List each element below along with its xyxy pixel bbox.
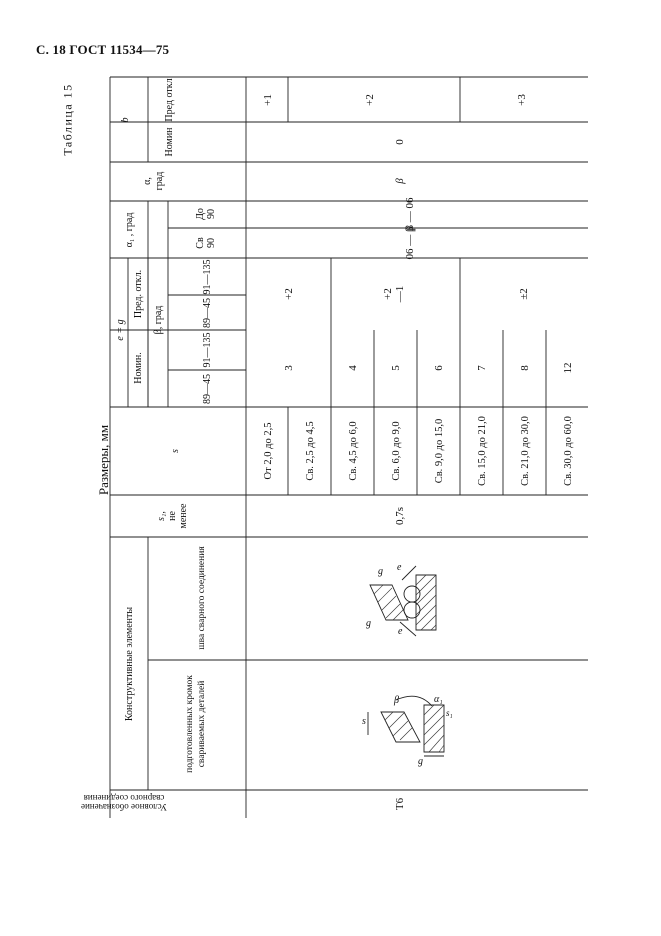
col-uslov1: Условное обозначение — [81, 802, 167, 812]
col-konstr: Конструктивные элементы — [124, 606, 135, 722]
bot-s1: s₁ — [446, 708, 453, 718]
top-g2: g — [366, 618, 371, 629]
prepared-edges-drawing — [362, 694, 453, 767]
b-pred-1: +1 — [262, 94, 274, 106]
col-eg-nomin: Номин. — [133, 352, 144, 384]
col-b-pred: Пред откл — [164, 78, 175, 122]
col-s1-ne: не — [167, 511, 178, 521]
b-pred-3: +3 — [516, 94, 528, 106]
col-alpha1-sv: Св — [195, 237, 206, 249]
s-range-7: Св. 21,0 до 30,0 — [520, 416, 531, 486]
col-alpha1-do: До — [195, 208, 206, 220]
alpha-val: β — [394, 178, 406, 184]
bot-g: g — [418, 756, 423, 767]
eg-nomin-7: 12 — [562, 362, 574, 374]
col-alpha-unit: град — [154, 171, 165, 191]
col-alpha: α, — [142, 177, 153, 185]
weld-joint-drawing — [366, 562, 436, 637]
eg-nomin-6: 8 — [519, 365, 531, 371]
eg-nomin-5: 7 — [476, 365, 488, 371]
eg-nomin-2: 4 — [347, 365, 359, 371]
page-header: С. 18 ГОСТ 11534—75 — [36, 42, 170, 57]
bot-alpha: α₁ — [434, 694, 443, 705]
range-b-top: 89—45 — [202, 298, 213, 328]
eg-nomin-1: 3 — [283, 365, 295, 371]
s1-val: 0,7s — [394, 506, 406, 526]
s-range-2: Св. 2,5 до 4,5 — [305, 421, 316, 481]
col-beta: β, град — [153, 305, 164, 335]
bot-s: s — [362, 716, 366, 727]
s-range-4: Св. 6,0 до 9,0 — [391, 421, 402, 481]
col-uslov2: сварного соединения — [83, 793, 165, 803]
top-e: e — [397, 562, 402, 573]
eg-pred-2-top: +2 — [382, 288, 394, 300]
eg-nomin-3: 5 — [390, 365, 402, 371]
col-eg-pred: Пред. откл. — [133, 269, 144, 319]
alpha1-do-val: β — 06 — [404, 197, 416, 231]
s-range-5: Св. 9,0 до 15,0 — [434, 418, 445, 484]
b-pred-2: +2 — [364, 94, 376, 106]
top-e2: e — [398, 626, 403, 637]
col-b: b — [120, 117, 131, 123]
range-a-bot: 91—135 — [202, 332, 213, 368]
col-s1-menee: менее — [178, 503, 189, 529]
range-a-top: 91—135 — [202, 259, 213, 295]
eg-pred-1: +2 — [283, 288, 295, 300]
bot-beta: β — [394, 695, 399, 706]
dimensions-title: Размеры, мм — [96, 424, 111, 496]
col-alpha1: α₁ , град — [124, 212, 135, 248]
s-range-3: Св. 4,5 до 6,0 — [348, 421, 359, 481]
alpha1-sv-val: 06 — β — [404, 226, 416, 260]
col-podgot2: свариваемых деталей — [197, 680, 207, 768]
col-eg: e = g — [115, 319, 126, 341]
col-s1: s₁, — [156, 511, 167, 521]
col-alpha1-do-val: 90 — [206, 209, 217, 219]
col-shva: шва сварного соединения — [197, 546, 207, 650]
s-range-8: Св. 30,0 до 60,0 — [563, 416, 574, 486]
range-b-bot: 89—45 — [202, 374, 213, 404]
col-s: s — [170, 449, 181, 453]
col-alpha1-sv-val: 90 — [206, 238, 217, 248]
s-range-1: От 2,0 до 2,5 — [263, 422, 274, 480]
col-b-nomin: Номин — [164, 127, 175, 157]
designation-val: Т6 — [394, 797, 406, 811]
eg-pred-2-bot: —1 — [394, 285, 406, 303]
b-nomin-val: 0 — [394, 139, 406, 145]
eg-pred-3: ±2 — [518, 288, 530, 300]
top-g: g — [378, 566, 383, 577]
col-podgot1: подготовленных кромок — [185, 675, 195, 773]
eg-nomin-4: 6 — [433, 365, 445, 371]
s-range-6: Св. 15,0 до 21,0 — [477, 416, 488, 486]
table-title: Таблица 15 — [60, 83, 75, 156]
